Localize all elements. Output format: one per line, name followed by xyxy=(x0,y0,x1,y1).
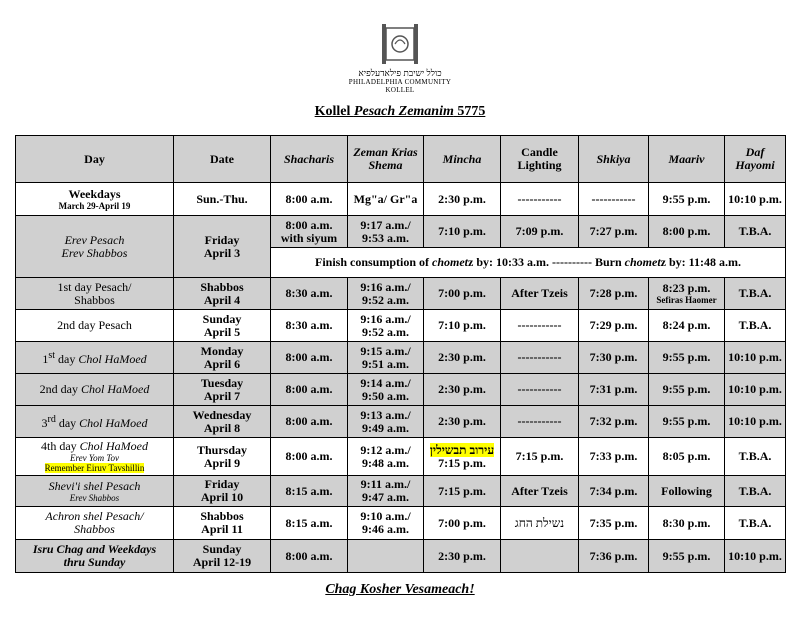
table-cell: Shabbos April 11 xyxy=(174,507,271,540)
table-cell: 8:00 a.m. xyxy=(271,438,348,476)
table-cell: 7:15 p.m. xyxy=(501,438,579,476)
table-cell: 7:10 p.m. xyxy=(424,216,501,248)
table-cell: 8:00 a.m. xyxy=(271,540,348,573)
table-cell: 9:16 a.m./ 9:52 a.m. xyxy=(348,278,424,310)
table-cell: 7:29 p.m. xyxy=(579,310,649,342)
table-cell: Isru Chag and Weekdays thru Sunday xyxy=(16,540,174,573)
footer-greeting: Chag Kosher Vesameach! xyxy=(325,582,475,597)
table-cell: ----------- xyxy=(501,342,579,374)
column-header: Day xyxy=(16,136,174,183)
table-cell: 7:00 p.m. xyxy=(424,507,501,540)
table-cell: 9:12 a.m./ 9:48 a.m. xyxy=(348,438,424,476)
table-cell: 7:10 p.m. xyxy=(424,310,501,342)
table-cell: 8:00 p.m. xyxy=(649,216,725,248)
table-cell: 8:24 p.m. xyxy=(649,310,725,342)
table-cell: 8:15 a.m. xyxy=(271,507,348,540)
table-row xyxy=(16,540,786,573)
table-cell: 7:15 p.m. xyxy=(424,476,501,507)
chometz-note: Finish consumption of chometz by: 10:33 a.m. ---------- Burn chometz by: 11:48 a.m. xyxy=(271,248,786,278)
table-row xyxy=(16,406,786,438)
table-row xyxy=(16,278,786,310)
table-cell: Tuesday April 7 xyxy=(174,374,271,406)
table-cell: 8:00 a.m. xyxy=(271,406,348,438)
table-cell: 10:10 p.m. xyxy=(725,183,786,216)
table-cell: Wednesday April 8 xyxy=(174,406,271,438)
table-cell: T.B.A. xyxy=(725,507,786,540)
table-cell: T.B.A. xyxy=(725,438,786,476)
table-cell: 9:14 a.m./ 9:50 a.m. xyxy=(348,374,424,406)
table-cell: 9:13 a.m./ 9:49 a.m. xyxy=(348,406,424,438)
table-cell: 8:30 a.m. xyxy=(271,278,348,310)
table-cell: After Tzeis xyxy=(501,278,579,310)
table-cell: 9:55 p.m. xyxy=(649,540,725,573)
table-cell: Erev Pesach Erev Shabbos xyxy=(16,216,174,278)
table-cell: ----------- xyxy=(579,183,649,216)
table-cell: T.B.A. xyxy=(725,310,786,342)
table-cell: T.B.A. xyxy=(725,278,786,310)
table-cell: 8:23 p.m. Sefiras Haomer xyxy=(649,278,725,310)
table-cell: T.B.A. xyxy=(725,476,786,507)
table-cell: 8:00 a.m. with siyum xyxy=(271,216,348,248)
table-cell: 8:15 a.m. xyxy=(271,476,348,507)
table-cell: Thursday April 9 xyxy=(174,438,271,476)
table-cell: ----------- xyxy=(501,374,579,406)
table-cell: 9:10 a.m./ 9:46 a.m. xyxy=(348,507,424,540)
table-cell: 9:16 a.m./ 9:52 a.m. xyxy=(348,310,424,342)
table-header-row xyxy=(16,136,786,183)
table-cell: 9:55 p.m. xyxy=(649,406,725,438)
table-cell: 7:32 p.m. xyxy=(579,406,649,438)
table-cell: After Tzeis xyxy=(501,476,579,507)
column-header: Shkiya xyxy=(579,136,649,183)
table-cell: 9:55 p.m. xyxy=(649,342,725,374)
table-cell: 2:30 p.m. xyxy=(424,540,501,573)
table-cell: 2:30 p.m. xyxy=(424,406,501,438)
table-cell: 7:28 p.m. xyxy=(579,278,649,310)
table-row xyxy=(16,216,786,248)
table-cell: Friday April 3 xyxy=(174,216,271,278)
column-header: Shacharis xyxy=(271,136,348,183)
table-cell: 2nd day Chol HaMoed xyxy=(16,374,174,406)
table-cell: Sun.-Thu. xyxy=(174,183,271,216)
table-cell: 9:55 p.m. xyxy=(649,374,725,406)
table-row xyxy=(16,438,786,476)
table-cell: 7:31 p.m. xyxy=(579,374,649,406)
table-cell: Sunday April 5 xyxy=(174,310,271,342)
table-cell: 7:35 p.m. xyxy=(579,507,649,540)
table-cell: ----------- xyxy=(501,406,579,438)
table-cell: 3rd day Chol HaMoed xyxy=(16,406,174,438)
table-cell: עירוב תבשילין 7:15 p.m. xyxy=(424,438,501,476)
table-cell: 1st day Chol HaMoed xyxy=(16,342,174,374)
table-cell: 2:30 p.m. xyxy=(424,183,501,216)
table-cell: 8:30 a.m. xyxy=(271,310,348,342)
table-cell: 7:34 p.m. xyxy=(579,476,649,507)
column-header: Mincha xyxy=(424,136,501,183)
table-cell: T.B.A. xyxy=(725,216,786,248)
table-cell: ----------- xyxy=(501,310,579,342)
table-cell: Weekdays March 29-April 19 xyxy=(16,183,174,216)
table-cell: 9:55 p.m. xyxy=(649,183,725,216)
table-cell: 10:10 p.m. xyxy=(725,540,786,573)
table-cell: 8:00 a.m. xyxy=(271,183,348,216)
table-cell: 2:30 p.m. xyxy=(424,374,501,406)
table-cell: Shabbos April 4 xyxy=(174,278,271,310)
table-cell: 2nd day Pesach xyxy=(16,310,174,342)
zemanim-table xyxy=(15,135,786,573)
table-cell: 7:27 p.m. xyxy=(579,216,649,248)
page-title: Kollel Pesach Zemanim 5775 xyxy=(314,104,486,119)
table-cell: 4th day Chol HaMoed Erev Yom Tov Remember Eiruv Tavshillin xyxy=(16,438,174,476)
table-cell: ----------- xyxy=(501,183,579,216)
table-cell: 7:30 p.m. xyxy=(579,342,649,374)
table-cell: 1st day Pesach/ Shabbos xyxy=(16,278,174,310)
table-cell: 9:17 a.m./ 9:53 a.m. xyxy=(348,216,424,248)
logo-hebrew-text: כולל ישיבת פילאדעלפיא xyxy=(358,68,442,78)
table-row xyxy=(16,183,786,216)
table-row xyxy=(16,310,786,342)
table-cell: 7:09 p.m. xyxy=(501,216,579,248)
table-row xyxy=(16,342,786,374)
table-row xyxy=(16,507,786,540)
table-cell: Mg"a/ Gr"a xyxy=(348,183,424,216)
table-cell: 7:33 p.m. xyxy=(579,438,649,476)
table-cell: 8:05 p.m. xyxy=(649,438,725,476)
column-header: Maariv xyxy=(649,136,725,183)
table-cell: 2:30 p.m. xyxy=(424,342,501,374)
table-cell: 8:00 a.m. xyxy=(271,342,348,374)
table-cell: 10:10 p.m. xyxy=(725,374,786,406)
table-cell: 9:11 a.m./ 9:47 a.m. xyxy=(348,476,424,507)
table-cell: 8:00 a.m. xyxy=(271,374,348,406)
table-cell: Sunday April 12-19 xyxy=(174,540,271,573)
torah-scroll-logo-icon xyxy=(375,20,425,66)
table-cell: 10:10 p.m. xyxy=(725,406,786,438)
column-header: Candle Lighting xyxy=(501,136,579,183)
column-header: Zeman Krias Shema xyxy=(348,136,424,183)
kollel-logo xyxy=(340,20,460,100)
table-cell: Shevi'i shel Pesach Erev Shabbos xyxy=(16,476,174,507)
table-cell: 7:00 p.m. xyxy=(424,278,501,310)
column-header: Date xyxy=(174,136,271,183)
logo-english-text: PHILADELPHIA COMMUNITY KOLLEL xyxy=(348,78,452,94)
eiruv-hebrew-label: עירוב תבשילין xyxy=(429,442,495,457)
table-cell: Monday April 6 xyxy=(174,342,271,374)
table-row xyxy=(16,374,786,406)
table-cell: נשילת החג xyxy=(501,507,579,540)
eiruv-reminder: Remember Eiruv Tavshillin xyxy=(44,463,145,473)
table-cell: Friday April 10 xyxy=(174,476,271,507)
table-cell: 10:10 p.m. xyxy=(725,342,786,374)
table-cell: Achron shel Pesach/ Shabbos xyxy=(16,507,174,540)
table-cell: Following xyxy=(649,476,725,507)
column-header: Daf Hayomi xyxy=(725,136,786,183)
table-cell: 8:30 p.m. xyxy=(649,507,725,540)
table-cell: 7:36 p.m. xyxy=(579,540,649,573)
table-row xyxy=(16,476,786,507)
table-cell: 9:15 a.m./ 9:51 a.m. xyxy=(348,342,424,374)
table-cell xyxy=(348,540,424,573)
table-cell xyxy=(501,540,579,573)
